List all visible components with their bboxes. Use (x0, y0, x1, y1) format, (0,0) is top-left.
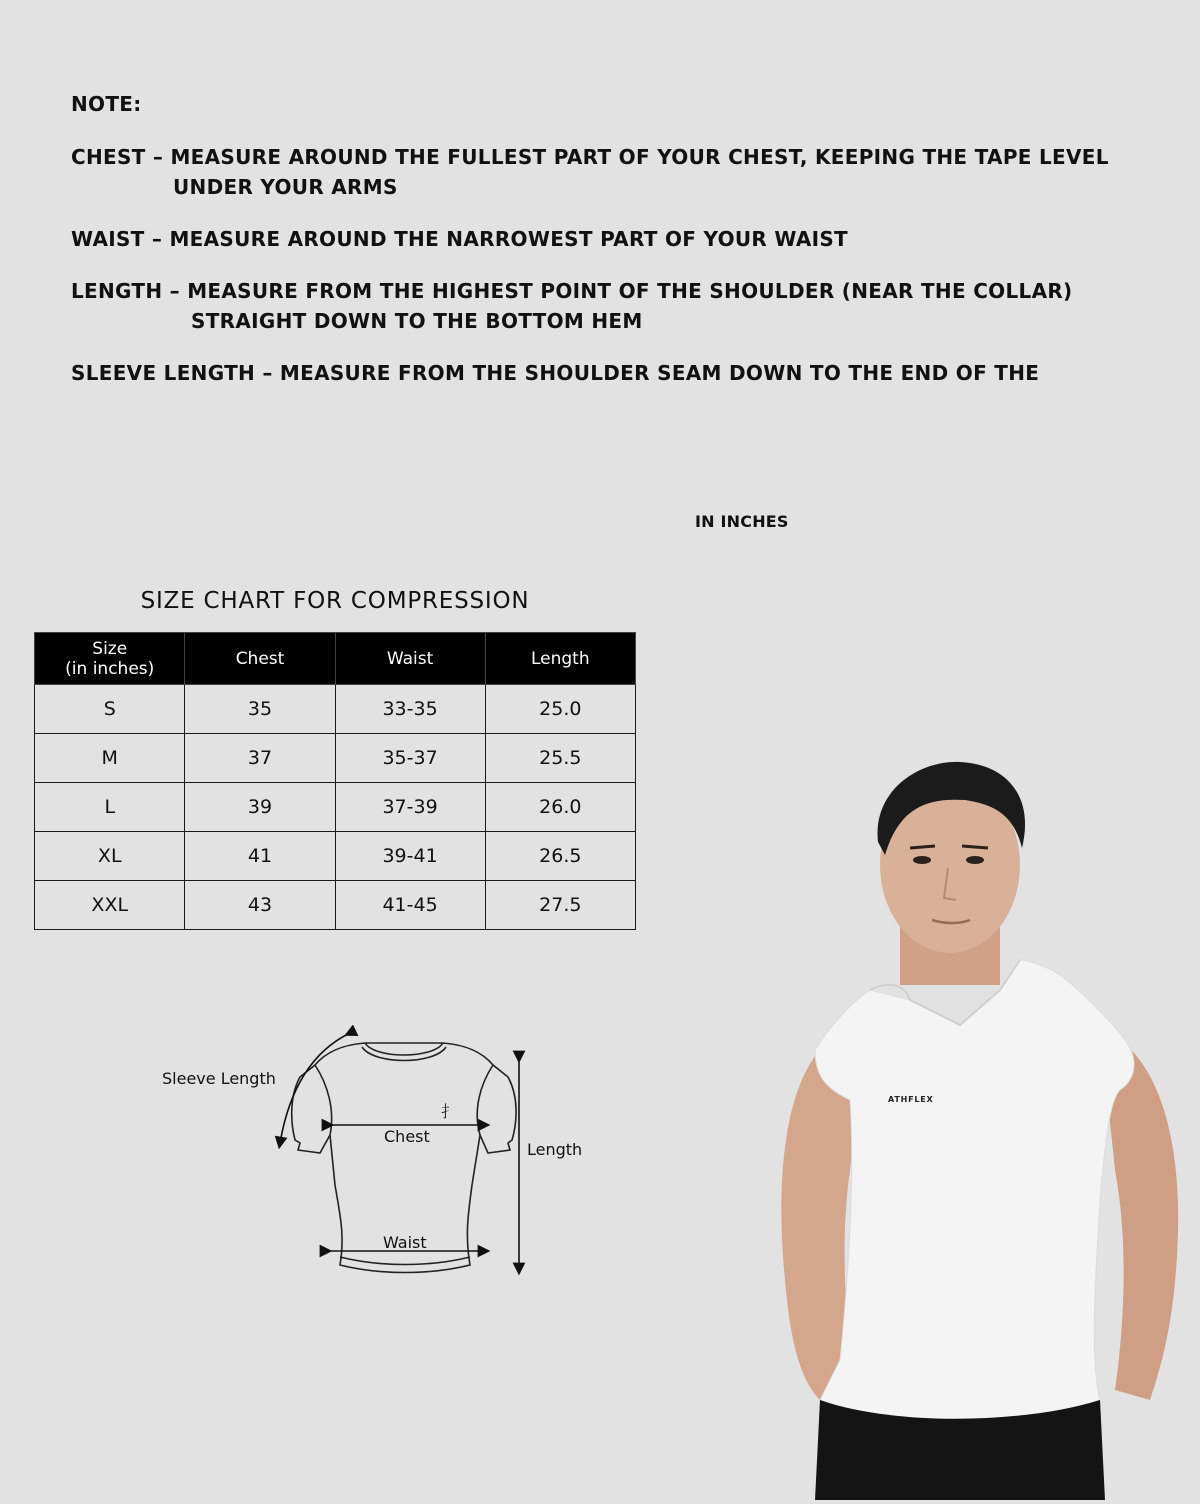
model-illustration (760, 760, 1200, 1500)
table-row (35, 832, 636, 881)
sleeve-length-arrow (280, 1033, 350, 1143)
table-row (35, 685, 636, 734)
note-term: SLEEVE LENGTH – (71, 361, 280, 385)
cell-length: 25.0 (485, 685, 635, 734)
cell-size: XL (35, 832, 185, 881)
size-chart-table (34, 632, 636, 930)
size-chart-title: SIZE CHART FOR COMPRESSION (140, 588, 530, 614)
note-text: MEASURE FROM THE HIGHEST POINT OF THE SHOULDER (NEAR THE COLLAR) (187, 279, 1073, 303)
table-row (35, 783, 636, 832)
note-text-continued: STRAIGHT DOWN TO THE BOTTOM HEM (191, 309, 643, 333)
measurement-notes (71, 90, 1181, 410)
left-eye (913, 856, 931, 864)
note-text-continued: UNDER YOUR ARMS (173, 175, 398, 199)
cell-waist: 39-41 (335, 832, 485, 881)
note-length (71, 276, 1181, 336)
cell-length: 27.5 (485, 881, 635, 930)
note-text: MEASURE AROUND THE NARROWEST PART OF YOUR WAIST (169, 227, 849, 251)
table-header-row (35, 633, 636, 685)
cell-waist: 35-37 (335, 734, 485, 783)
note-text: MEASURE AROUND THE FULLEST PART OF YOUR CHEST, KEEPING THE TAPE LEVEL (170, 145, 1109, 169)
waist-label: Waist (383, 1233, 427, 1252)
notes-title: NOTE: (71, 92, 142, 116)
note-waist (71, 224, 1181, 254)
brand-text: ATHFLEX (888, 1095, 934, 1104)
cell-length: 25.5 (485, 734, 635, 783)
cell-chest: 43 (185, 881, 335, 930)
cell-waist: 37-39 (335, 783, 485, 832)
brand-mark-icon: ⺘ (441, 1102, 458, 1121)
note-text: MEASURE FROM THE SHOULDER SEAM DOWN TO THE END OF THE (279, 361, 1040, 385)
table-row (35, 734, 636, 783)
cell-chest: 37 (185, 734, 335, 783)
chest-label: Chest (384, 1127, 430, 1146)
note-chest (71, 142, 1181, 202)
header-size-line2: (in inches) (65, 658, 155, 679)
cell-size: S (35, 685, 185, 734)
tshirt-diagram (150, 1025, 610, 1285)
cell-chest: 41 (185, 832, 335, 881)
cell-length: 26.0 (485, 783, 635, 832)
cell-size: XXL (35, 881, 185, 930)
size-chart-title-wrap (34, 588, 792, 614)
header-waist: Waist (335, 633, 485, 685)
model-photo (760, 760, 1200, 1500)
cell-waist: 33-35 (335, 685, 485, 734)
header-size-line1: Size (92, 638, 128, 659)
sleeve-length-label: Sleeve Length (162, 1069, 276, 1088)
note-sleeve-length (71, 358, 1181, 388)
note-term: CHEST – (71, 145, 171, 169)
right-eye (966, 856, 984, 864)
header-length: Length (485, 633, 635, 685)
length-label: Length (527, 1140, 583, 1159)
header-size (35, 633, 185, 685)
cell-chest: 39 (185, 783, 335, 832)
white-sleeveless-hoodie (815, 960, 1134, 1423)
cell-size: M (35, 734, 185, 783)
measurement-diagram (150, 1025, 610, 1285)
cell-size: L (35, 783, 185, 832)
header-chest: Chest (185, 633, 335, 685)
cell-chest: 35 (185, 685, 335, 734)
cell-waist: 41-45 (335, 881, 485, 930)
table-row (35, 881, 636, 930)
note-term: WAIST – (71, 227, 170, 251)
cell-length: 26.5 (485, 832, 635, 881)
units-label: IN INCHES (695, 512, 789, 531)
note-term: LENGTH – (71, 279, 188, 303)
